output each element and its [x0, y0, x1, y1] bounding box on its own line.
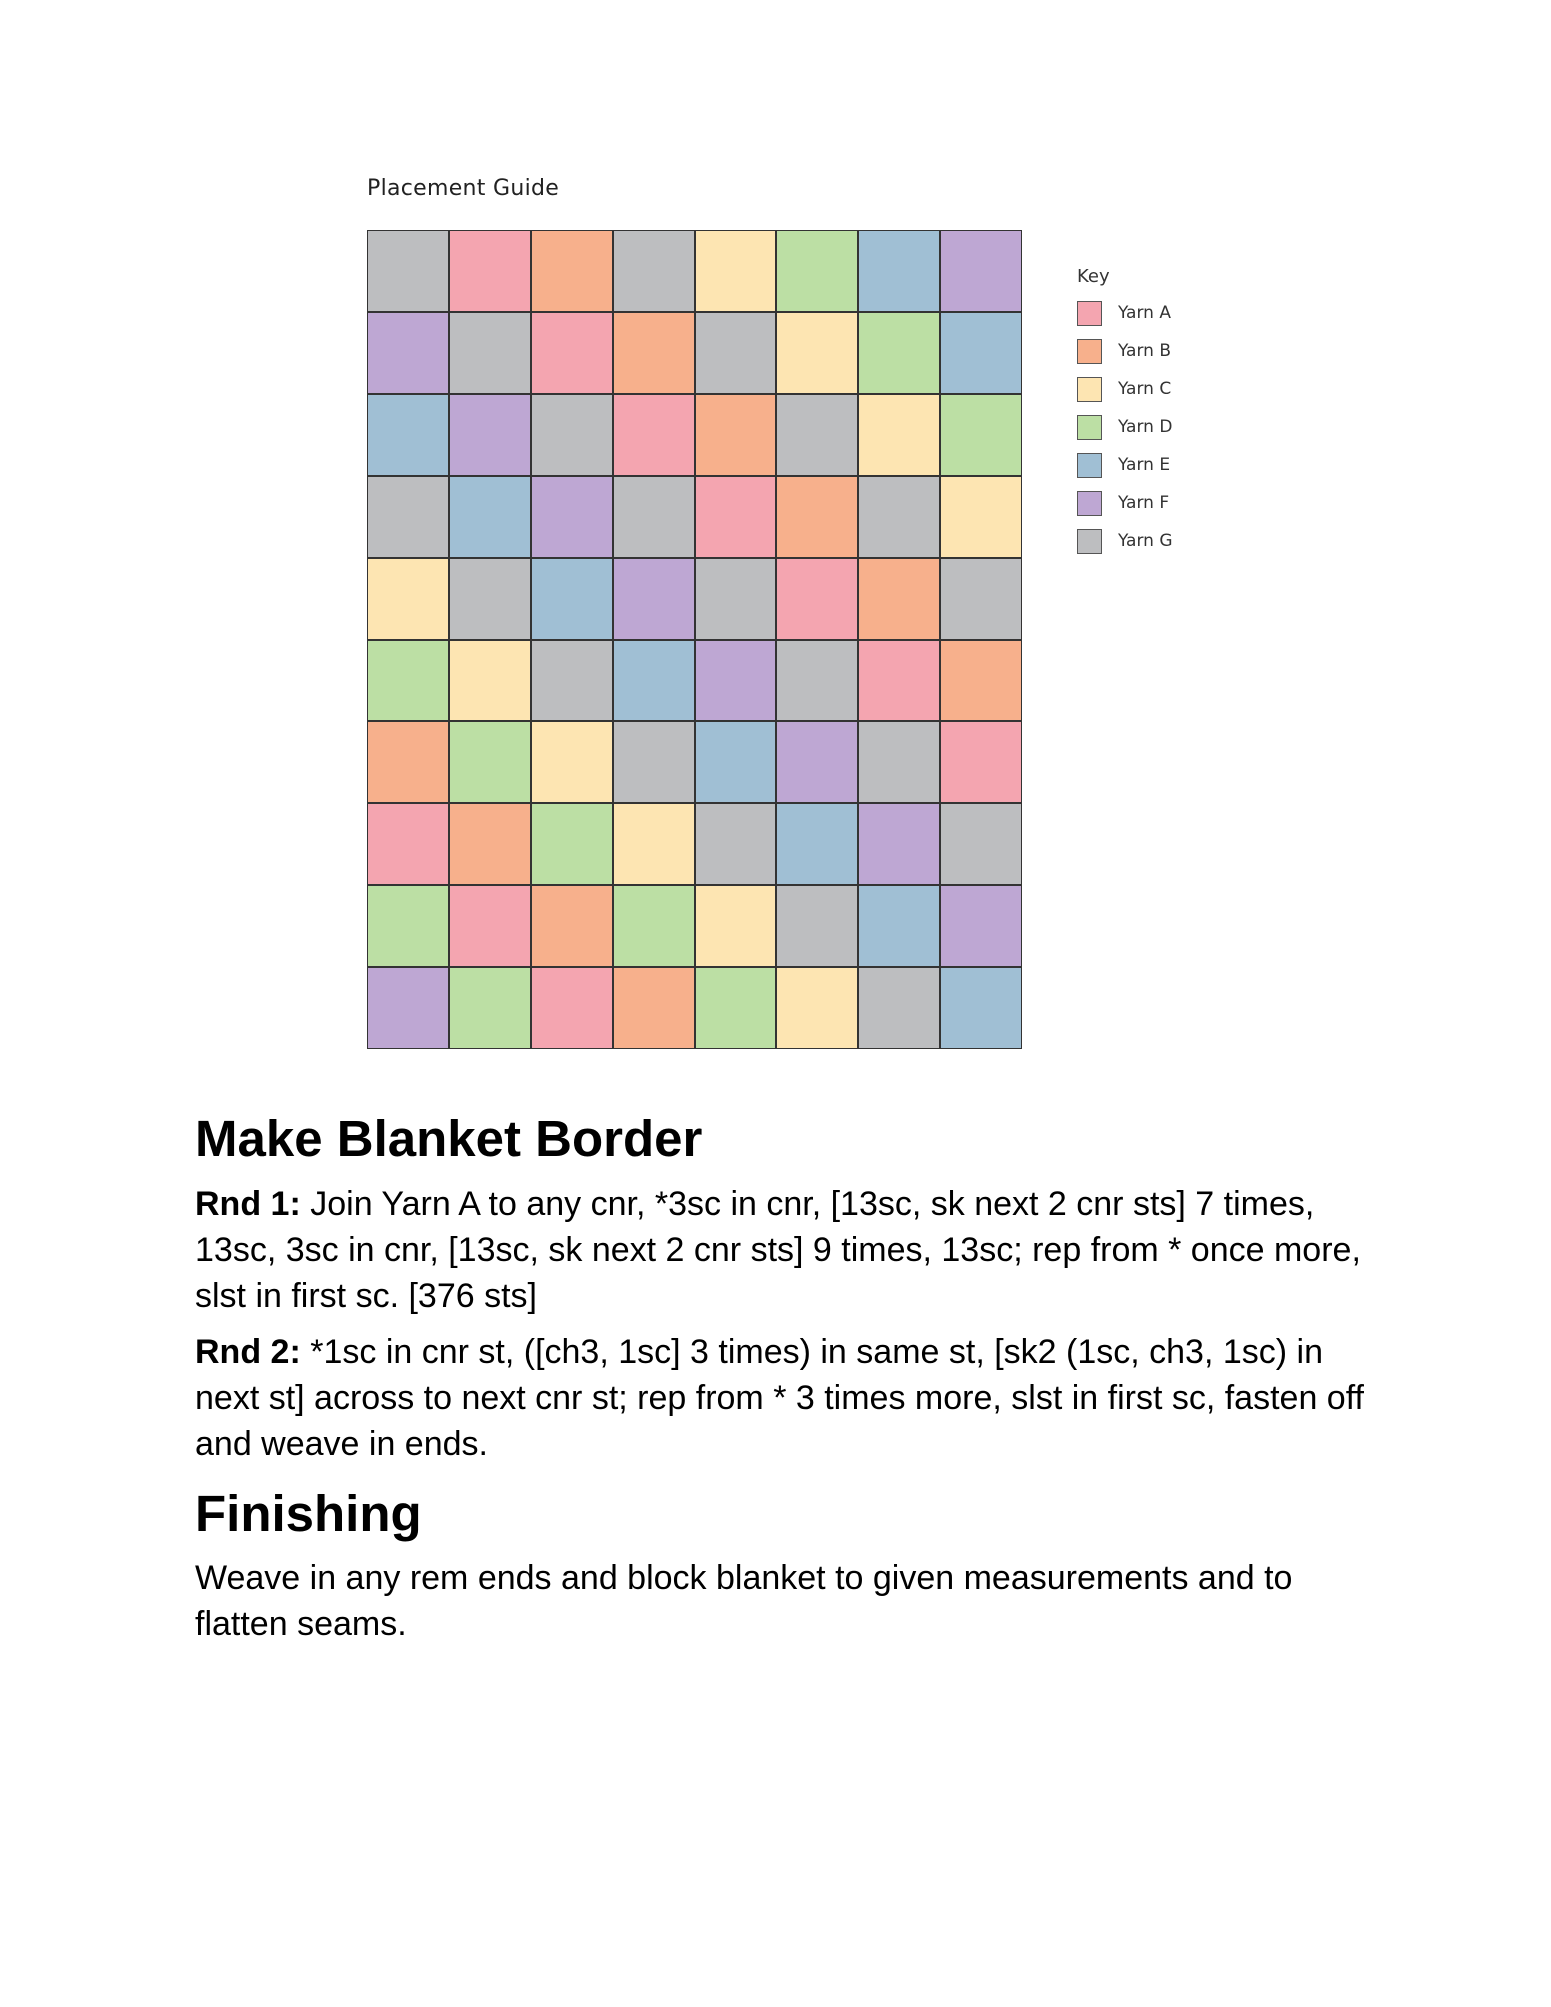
color-swatch	[1077, 301, 1102, 326]
grid-square	[696, 722, 776, 802]
key-list	[1077, 294, 1173, 560]
grid-square	[777, 559, 857, 639]
grid-square	[859, 313, 939, 393]
color-swatch	[1077, 339, 1102, 364]
grid-square	[859, 477, 939, 557]
grid-square	[368, 641, 448, 721]
grid-square	[777, 477, 857, 557]
grid-square	[859, 559, 939, 639]
grid-square	[368, 395, 448, 475]
grid-square	[941, 477, 1021, 557]
grid-square	[777, 231, 857, 311]
finishing-text: Weave in any rem ends and block blanket to given measurements and to flatten seams.	[195, 1559, 1293, 1644]
rnd1-label: Rnd 1:	[195, 1184, 301, 1223]
placement-guide-title: Placement Guide	[367, 176, 560, 201]
grid-square	[450, 313, 530, 393]
grid-square	[450, 395, 530, 475]
rnd1-paragraph	[195, 1181, 1375, 1319]
grid-square	[614, 477, 694, 557]
grid-square	[614, 886, 694, 966]
key-title: Key	[1077, 266, 1110, 287]
grid-square	[450, 231, 530, 311]
key-label: Yarn A	[1118, 303, 1171, 323]
key-item	[1077, 446, 1173, 484]
grid-square	[941, 559, 1021, 639]
pattern-text	[195, 1110, 1375, 1657]
grid-square	[696, 968, 776, 1048]
grid-square	[532, 559, 612, 639]
grid-square	[368, 886, 448, 966]
key-item	[1077, 332, 1173, 370]
key-item	[1077, 484, 1173, 522]
grid-square	[614, 968, 694, 1048]
grid-square	[368, 804, 448, 884]
grid-square	[859, 395, 939, 475]
grid-square	[696, 313, 776, 393]
key-item	[1077, 294, 1173, 332]
color-swatch	[1077, 453, 1102, 478]
grid-square	[614, 231, 694, 311]
grid-square	[859, 231, 939, 311]
key-label: Yarn C	[1118, 379, 1172, 399]
rnd1-text: Join Yarn A to any cnr, *3sc in cnr, [13sc, sk next 2 cnr sts] 7 times, 13sc, 3sc in cnr, [13sc, sk next 2 cnr sts] 9 times, 13sc; rep from * once more, slst in first sc. [376 sts]	[195, 1184, 1361, 1315]
color-swatch	[1077, 529, 1102, 554]
grid-square	[532, 313, 612, 393]
grid-square	[532, 641, 612, 721]
grid-square	[368, 968, 448, 1048]
grid-square	[532, 395, 612, 475]
grid-square	[941, 722, 1021, 802]
grid-square	[941, 804, 1021, 884]
grid-square	[614, 804, 694, 884]
grid-square	[532, 968, 612, 1048]
grid-square	[532, 804, 612, 884]
rnd2-label: Rnd 2:	[195, 1332, 301, 1371]
grid-square	[532, 231, 612, 311]
grid-square	[532, 477, 612, 557]
grid-square	[941, 313, 1021, 393]
color-swatch	[1077, 415, 1102, 440]
key-label: Yarn E	[1118, 455, 1171, 475]
key-label: Yarn F	[1118, 493, 1170, 513]
grid-square	[532, 722, 612, 802]
key-item	[1077, 370, 1173, 408]
grid-square	[777, 641, 857, 721]
color-swatch	[1077, 491, 1102, 516]
grid-square	[696, 559, 776, 639]
grid-square	[859, 804, 939, 884]
grid-square	[696, 477, 776, 557]
rnd2-paragraph	[195, 1329, 1375, 1467]
grid-square	[859, 722, 939, 802]
grid-square	[696, 395, 776, 475]
grid-square	[941, 886, 1021, 966]
grid-square	[777, 722, 857, 802]
grid-square	[777, 886, 857, 966]
grid-square	[696, 641, 776, 721]
grid-square	[777, 968, 857, 1048]
grid-square	[368, 559, 448, 639]
grid-square	[450, 804, 530, 884]
grid-square	[859, 968, 939, 1048]
rnd2-text: *1sc in cnr st, ([ch3, 1sc] 3 times) in same st, [sk2 (1sc, ch3, 1sc) in next st] across to next cnr st; rep from * 3 times more, slst in first sc, fasten off and weave in ends.	[195, 1332, 1364, 1463]
grid-square	[941, 231, 1021, 311]
finishing-heading: Finishing	[195, 1484, 422, 1542]
grid-square	[368, 477, 448, 557]
grid-square	[614, 395, 694, 475]
border-heading: Make Blanket Border	[195, 1110, 703, 1167]
grid-square	[696, 804, 776, 884]
grid-square	[941, 968, 1021, 1048]
grid-square	[368, 313, 448, 393]
grid-square	[941, 641, 1021, 721]
grid-square	[614, 313, 694, 393]
grid-square	[368, 722, 448, 802]
grid-square	[450, 477, 530, 557]
grid-square	[368, 231, 448, 311]
grid-square	[450, 886, 530, 966]
color-key	[1077, 266, 1173, 560]
grid-square	[450, 968, 530, 1048]
grid-square	[859, 641, 939, 721]
key-item	[1077, 408, 1173, 446]
key-label: Yarn D	[1118, 417, 1173, 437]
grid-square	[941, 395, 1021, 475]
grid-square	[450, 641, 530, 721]
grid-square	[777, 395, 857, 475]
grid-square	[532, 886, 612, 966]
placement-grid	[367, 230, 1022, 1049]
grid-square	[859, 886, 939, 966]
grid-square	[777, 804, 857, 884]
grid-square	[614, 641, 694, 721]
grid-square	[777, 313, 857, 393]
color-swatch	[1077, 377, 1102, 402]
grid-square	[450, 722, 530, 802]
grid-square	[450, 559, 530, 639]
grid-square	[614, 722, 694, 802]
grid-square	[696, 231, 776, 311]
grid-square	[696, 886, 776, 966]
key-item	[1077, 522, 1173, 560]
key-label: Yarn G	[1118, 531, 1173, 551]
grid-square	[614, 559, 694, 639]
key-label: Yarn B	[1118, 341, 1171, 361]
